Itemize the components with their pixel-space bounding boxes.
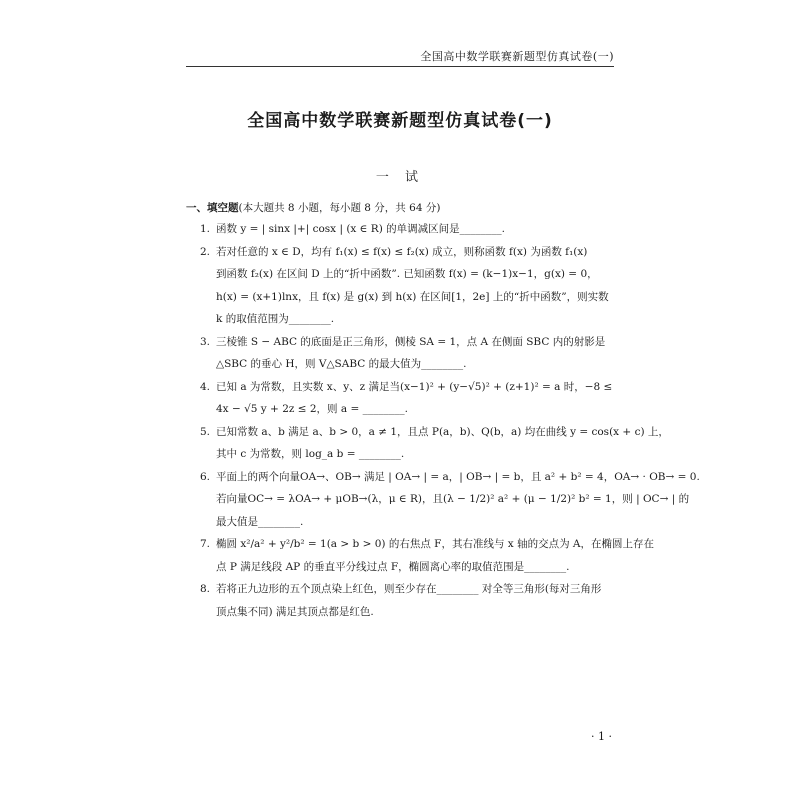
problem-2 — [200, 241, 620, 331]
problem-line: 其中 c 为常数，则 log_a b = ________. — [216, 448, 405, 460]
problem-number: 4. — [200, 380, 211, 393]
page-number: · 1 · — [591, 730, 612, 743]
problem-line: 最大值是________. — [216, 515, 304, 528]
problem-line: 椭圆 x²/a² + y²/b² = 1(a > b > 0) 的右焦点 F，其右准线与 x 轴的交点为 A，在椭圆上存在 — [216, 538, 654, 550]
problem-line: 若向量OC→ = λOA→ + μOB→(λ，μ ∈ R)，且(λ − 1/2)² a² + (μ − 1/2)² b² = 1，则 | OC→ | 的 — [216, 493, 690, 505]
problem-line: 顶点集不同) 满足其顶点都是红色. — [216, 605, 374, 618]
problem-line: 4x − √5 y + 2z ≤ 2，则 a = ________. — [216, 403, 408, 415]
problem-5 — [200, 421, 669, 466]
problem-7 — [200, 533, 654, 578]
problem-line: 若将正九边形的五个顶点染上红色，则至少存在________ 对全等三角形(每对三角形 — [216, 583, 602, 595]
problem-number: 8. — [200, 583, 211, 595]
problem-3 — [200, 331, 620, 376]
page-subtitle: 一 试 — [375, 170, 425, 185]
problem-line: 已知常数 a、b 满足 a、b > 0，a ≠ 1，且点 P(a，b)、Q(b，a) 均在曲线 y = cos(x + c) 上， — [216, 425, 669, 438]
problem-4 — [200, 376, 620, 421]
page-title: 全国高中数学联赛新题型仿真试卷(一) — [247, 111, 553, 131]
running-header: 全国高中数学联赛新题型仿真试卷(一) — [420, 50, 614, 63]
problem-number: 6. — [200, 470, 211, 483]
problem-number: 1. — [200, 223, 211, 235]
section-label: 一、填空题 — [186, 202, 239, 214]
problem-line: 若对任意的 x ∈ D，均有 f₁(x) ≤ f(x) ≤ f₂(x) 成立，则称函数 f(x) 为函数 f₁(x) — [216, 245, 588, 258]
problem-line: 三棱锥 S − ABC 的底面是正三角形，侧棱 SA = 1，点 A 在侧面 SBC 内的射影是 — [216, 335, 606, 348]
header-rule — [186, 66, 614, 67]
problem-list — [200, 218, 700, 623]
problem-number: 3. — [200, 335, 211, 348]
problem-line: 平面上的两个向量OA→、OB→ 满足 | OA→ | = a，| OB→ | = b，且 a² + b² = 4，OA→ · OB→ = 0. — [216, 470, 700, 483]
problem-line: 点 P 满足线段 AP 的垂直平分线过点 F，椭圆离心率的取值范围是________. — [216, 560, 570, 573]
problem-line: k 的取值范围为________. — [216, 313, 335, 325]
problem-8 — [200, 578, 620, 623]
problem-line: △SBC 的垂心 H，则 V△SABC 的最大值为________. — [216, 358, 467, 370]
problem-line: 到函数 f₂(x) 在区间 D 上的“折中函数”. 已知函数 f(x) = (k−1)x−1，g(x) = 0， — [216, 268, 598, 280]
problem-number: 2. — [200, 245, 211, 258]
section-note: (本大题共 8 小题，每小题 8 分，共 64 分) — [238, 202, 441, 214]
problem-line: 已知 a 为常数，且实数 x、y、z 满足当(x−1)² + (y−√5)² + (z+1)² = a 时，−8 ≤ — [216, 380, 613, 393]
problem-number: 7. — [200, 538, 211, 550]
problem-1 — [200, 218, 620, 241]
problem-number: 5. — [200, 425, 211, 438]
problem-6 — [200, 466, 700, 534]
problem-line: 函数 y = | sinx |+| cosx | (x ∈ R) 的单调减区间是________. — [216, 223, 505, 235]
section-heading — [186, 200, 626, 215]
problem-line: h(x) = (x+1)lnx，且 f(x) 是 g(x) 到 h(x) 在区间[1，2e] 上的“折中函数”，则实数 — [216, 290, 609, 303]
